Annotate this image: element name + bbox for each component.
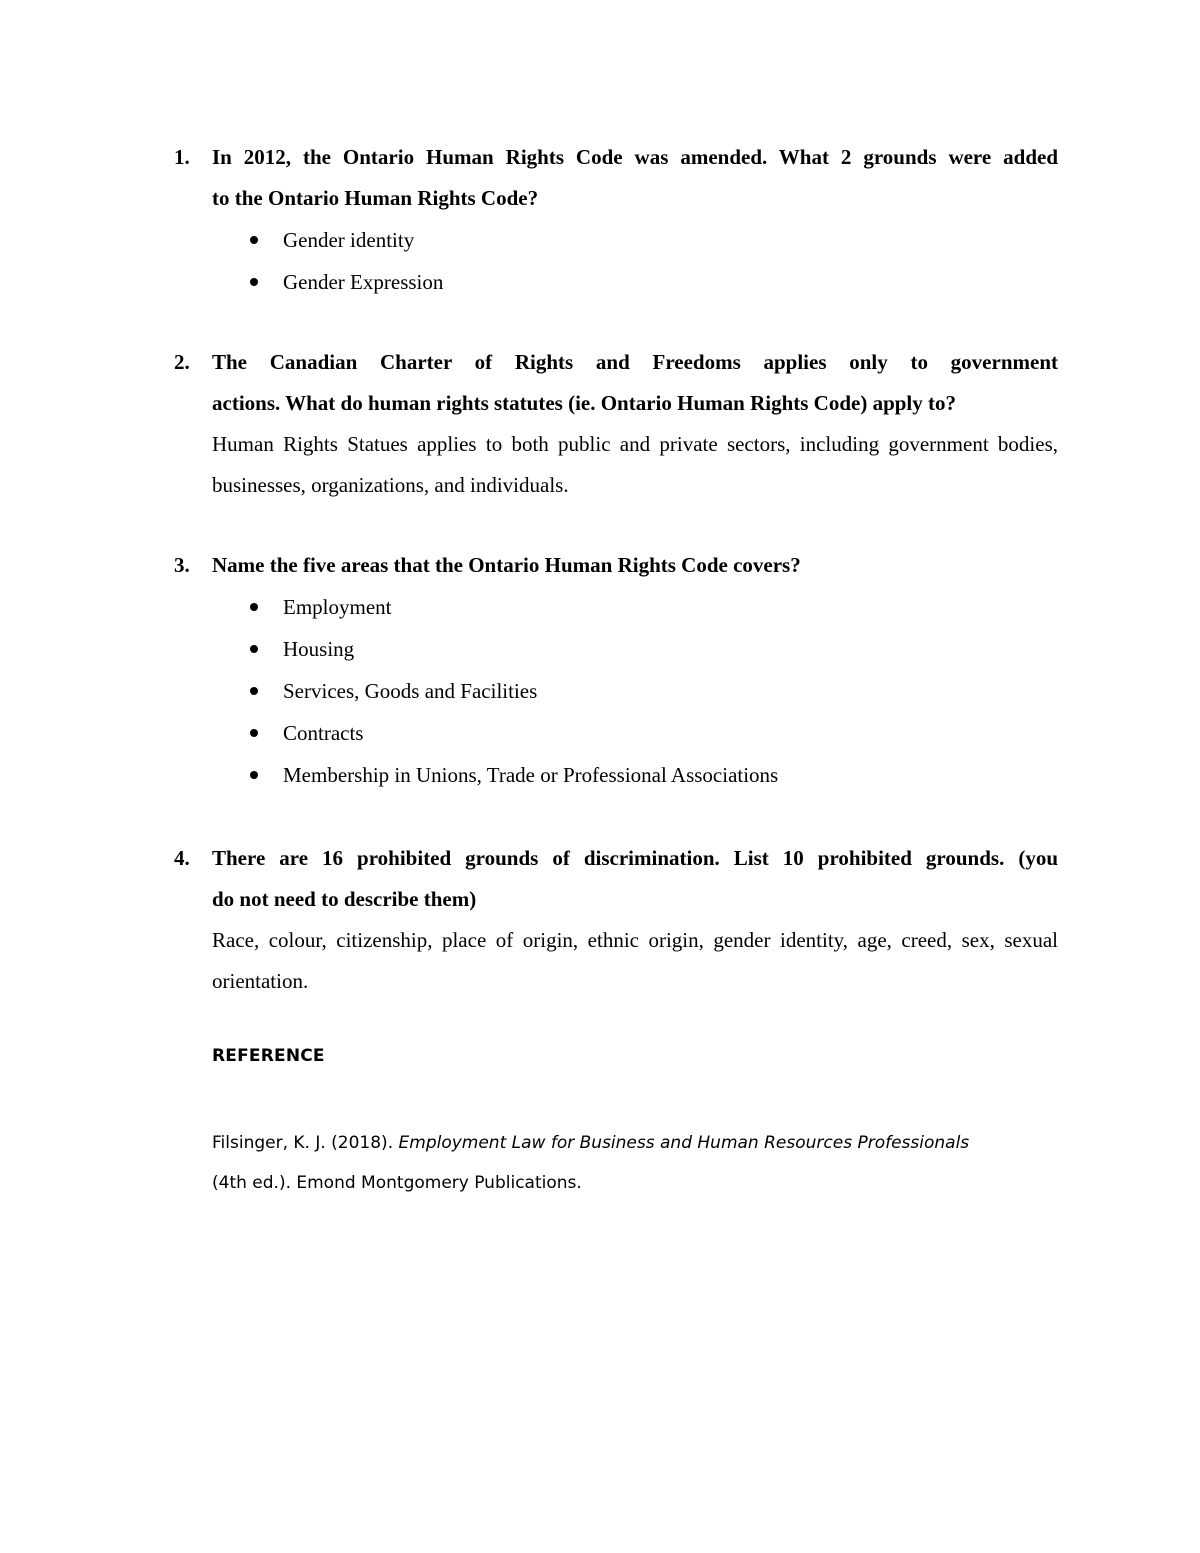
list-item-text: Gender Expression [283,270,444,294]
bullet-icon [250,278,258,286]
question-4 [0,838,1200,1002]
question-number: 4. [174,846,190,870]
list-item [0,261,1200,303]
question-text-line: The Canadian Charter of Rights and Freedoms applies only to government [212,350,1058,374]
answer-text: Human Rights Statues applies to both public and private sectors, including government bodies, businesses, organizations, and individuals. [212,432,1058,497]
bullet-icon [250,603,258,611]
question-text-line: There are 16 prohibited grounds of discrimination. List 10 prohibited grounds. (you [212,846,1058,870]
question-2 [0,342,1200,506]
reference-heading: REFERENCE [212,1046,325,1066]
list-item-text: Gender identity [283,228,415,252]
bullet-icon [250,236,258,244]
bullet-icon [250,687,258,695]
list-item [0,586,1200,628]
bullet-icon [250,729,258,737]
list-item [0,754,1200,796]
answer-text: Race, colour, citizenship, place of origin, ethnic origin, gender identity, age, creed, sex, sexual orientation. [212,928,1058,993]
citation-publisher: (4th ed.). Emond Montgomery Publications. [212,1173,582,1193]
list-item-text: Services, Goods and Facilities [283,679,538,703]
list-item [0,628,1200,670]
list-item-text: Contracts [283,721,364,745]
question-number: 2. [174,350,190,374]
citation-title: Employment Law for Business and Human Resources Professionals [398,1133,970,1153]
bullet-icon [250,771,258,779]
question-text-line: to the Ontario Human Rights Code? [212,186,539,210]
list-item-text: Housing [283,637,355,661]
reference-citation [212,1123,1072,1203]
list-item [0,219,1200,261]
list-item [0,670,1200,712]
question-text-line: do not need to describe them) [212,887,477,911]
question-1 [0,137,1200,303]
list-item [0,712,1200,754]
bullet-icon [250,645,258,653]
question-3 [0,545,1200,796]
question-text-line: Name the five areas that the Ontario Human Rights Code covers? [212,553,801,577]
citation-author-year: Filsinger, K. J. (2018). [212,1133,399,1153]
list-item-text: Employment [283,595,392,619]
answer-bullet-list [0,586,1200,796]
question-number: 3. [174,553,190,577]
answer-bullet-list [0,219,1200,303]
list-item-text: Membership in Unions, Trade or Professional Associations [283,763,779,787]
question-text-line: In 2012, the Ontario Human Rights Code was amended. What 2 grounds were added [212,145,1058,169]
question-number: 1. [174,145,190,169]
question-text-line: actions. What do human rights statutes (ie. Ontario Human Rights Code) apply to? [212,391,957,415]
